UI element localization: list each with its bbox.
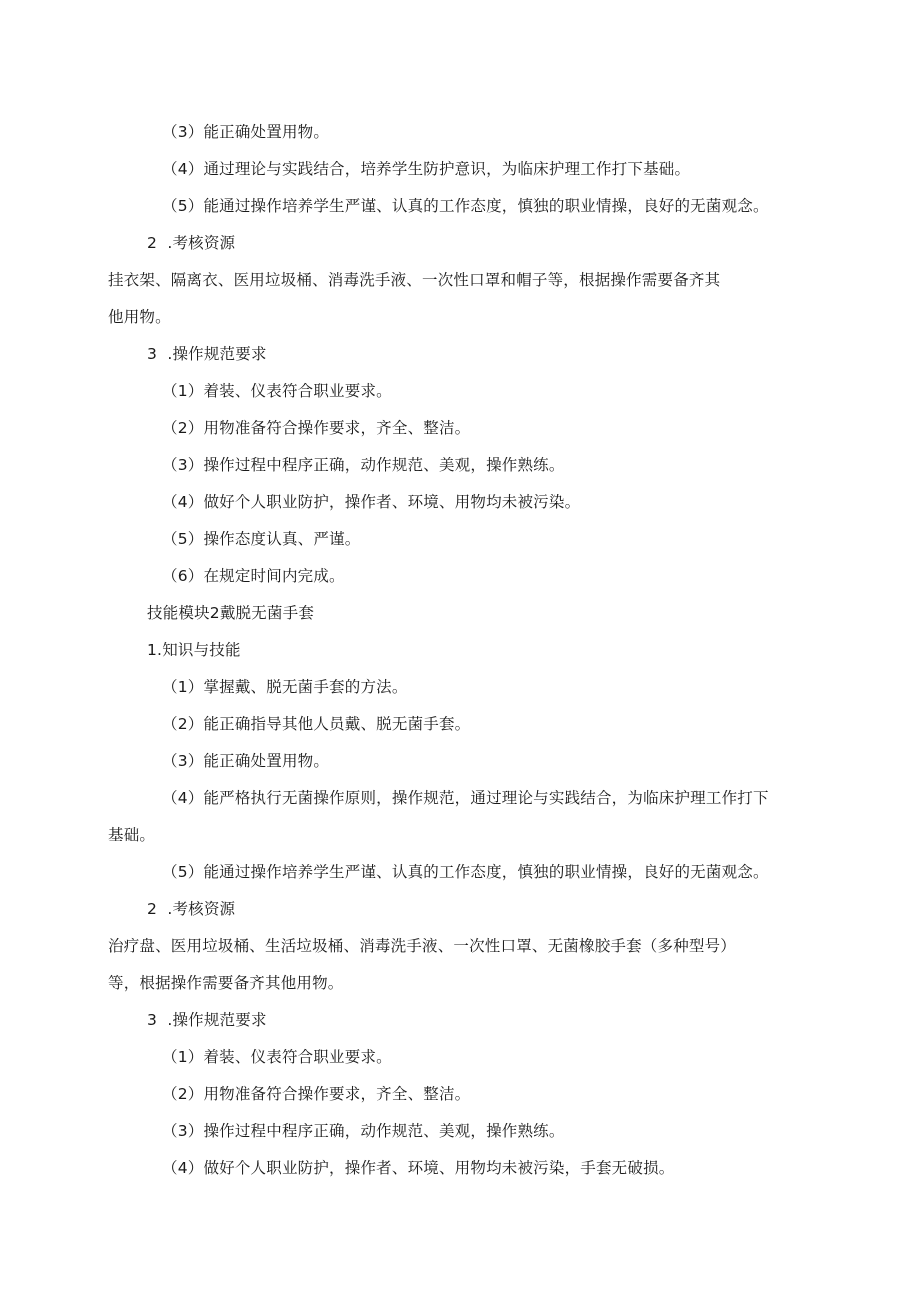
- list-item: （1）着装、仪表符合职业要求。: [162, 382, 392, 400]
- section-heading: 1.知识与技能: [147, 641, 241, 659]
- list-item: （2）用物准备符合操作要求，齐全、整洁。: [162, 419, 471, 437]
- list-item: （3）能正确处置用物。: [162, 752, 330, 770]
- section-heading: 2 .考核资源: [147, 234, 236, 252]
- section-heading: 3 .操作规范要求: [147, 1011, 267, 1029]
- list-item: （2）用物准备符合操作要求，齐全、整洁。: [162, 1085, 471, 1103]
- list-item: （5）能通过操作培养学生严谨、认真的工作态度，慎独的职业情操，良好的无菌观念。: [162, 197, 769, 215]
- list-item: （1）掌握戴、脱无菌手套的方法。: [162, 678, 408, 696]
- list-item: （3）能正确处置用物。: [162, 123, 330, 141]
- list-item: （4）做好个人职业防护，操作者、环境、用物均未被污染，手套无破损。: [162, 1159, 675, 1177]
- list-item: （5）操作态度认真、严谨。: [162, 530, 361, 548]
- list-item: （3）操作过程中程序正确，动作规范、美观，操作熟练。: [162, 456, 565, 474]
- paragraph-line: 治疗盘、医用垃圾桶、生活垃圾桶、消毒洗手液、一次性口罩、无菌橡胶手套（多种型号）: [108, 937, 737, 955]
- module-heading: 技能模块2戴脱无菌手套: [147, 604, 315, 622]
- list-item: （3）操作过程中程序正确，动作规范、美观，操作熟练。: [162, 1122, 565, 1140]
- list-item: （5）能通过操作培养学生严谨、认真的工作态度，慎独的职业情操，良好的无菌观念。: [162, 863, 769, 881]
- list-item: （6）在规定时间内完成。: [162, 567, 345, 585]
- section-heading: 2 .考核资源: [147, 900, 236, 918]
- list-item: （4）能严格执行无菌操作原则，操作规范，通过理论与实践结合，为临床护理工作打下: [162, 789, 769, 807]
- paragraph-line: 等，根据操作需要备齐其他用物。: [108, 974, 344, 992]
- list-item: （1）着装、仪表符合职业要求。: [162, 1048, 392, 1066]
- list-item: （2）能正确指导其他人员戴、脱无菌手套。: [162, 715, 471, 733]
- paragraph-line: 他用物。: [108, 308, 171, 326]
- paragraph-line: 基础。: [108, 826, 156, 844]
- paragraph-line: 挂衣架、隔离衣、医用垃圾桶、消毒洗手液、一次性口罩和帽子等，根据操作需要备齐其: [108, 271, 721, 289]
- section-heading: 3 .操作规范要求: [147, 345, 267, 363]
- list-item: （4）做好个人职业防护，操作者、环境、用物均未被污染。: [162, 493, 581, 511]
- list-item: （4）通过理论与实践结合，培养学生防护意识，为临床护理工作打下基础。: [162, 160, 691, 178]
